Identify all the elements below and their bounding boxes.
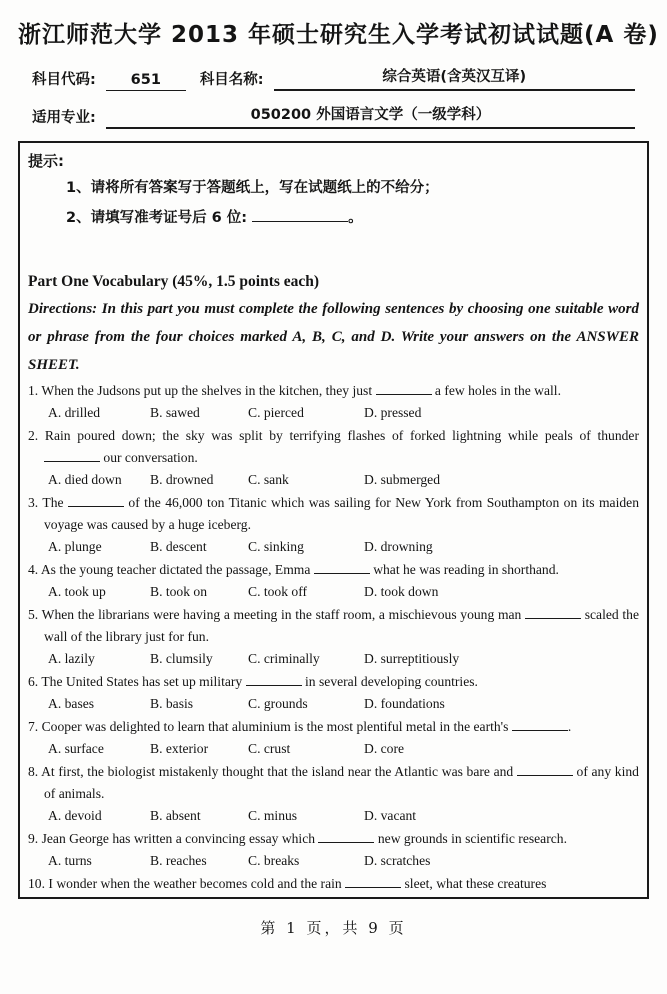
question-number: 5. (28, 607, 39, 622)
option-d: D. foundations (364, 696, 445, 711)
option-d: D. scratches (364, 853, 431, 868)
major-label: 适用专业: (32, 110, 96, 126)
option-d: D. surreptitiously (364, 651, 460, 666)
option-a: A. devoid (48, 808, 102, 823)
question-number: 10. (28, 876, 45, 891)
question-4 (28, 559, 639, 603)
option-b: B. absent (150, 808, 201, 823)
subject-code-value: 651 (106, 72, 186, 91)
major-value: 050200 外国语言文学（一级学科） (106, 103, 635, 129)
question-post: new grounds in scientific research. (377, 831, 567, 846)
question-7 (28, 716, 639, 760)
question-post: in several developing countries. (305, 674, 478, 689)
option-b: B. took on (150, 584, 208, 599)
directions-period: . (75, 357, 80, 373)
option-a: A. surface (48, 741, 104, 756)
option-c: C. sank (248, 472, 289, 487)
question-pre: I wonder when the weather becomes cold and the rain (48, 876, 342, 891)
question-post: scaled the wall of the library just for fun. (44, 607, 639, 644)
admission-number-blank (252, 208, 348, 222)
option-c: C. grounds (248, 696, 308, 711)
subject-row (32, 65, 635, 91)
question-2-options (48, 469, 639, 491)
answer-blank (517, 762, 573, 776)
question-7-options (48, 738, 639, 760)
question-9-text (28, 828, 639, 850)
option-b: B. descent (150, 539, 207, 554)
subject-code-label: 科目代码: (32, 72, 96, 88)
question-5-options (48, 648, 639, 670)
spacer (28, 233, 639, 267)
answer-blank (68, 493, 124, 507)
question-8-text (28, 761, 639, 805)
option-a: A. turns (48, 853, 92, 868)
directions-label: Directions: (28, 301, 98, 317)
question-pre: The United States has set up military (41, 674, 243, 689)
option-b: B. drowned (150, 472, 214, 487)
option-d: D. submerged (364, 472, 441, 487)
notice-item-2-text: 2、请填写准考证号后 6 位: (66, 210, 248, 226)
notice-item-2 (66, 203, 639, 233)
question-pre: When the Judsons put up the shelves in the kitchen, they just (41, 383, 373, 398)
directions-text: In this part you must complete the following sentences by choosing one suitable word or phrase from the four choices marked A, B, C, and D. Write your answers on the (28, 301, 640, 345)
question-post: our conversation. (103, 450, 198, 465)
question-4-options (48, 581, 639, 603)
question-pre: The (42, 495, 64, 510)
question-4-text (28, 559, 639, 581)
question-number: 7. (28, 719, 39, 734)
question-3 (28, 492, 639, 558)
answer-blank (246, 672, 302, 686)
notice-label: 提示: (28, 152, 64, 170)
question-1-options (48, 402, 639, 424)
question-5 (28, 604, 639, 670)
option-d: D. core (364, 741, 405, 756)
question-2-text (28, 425, 639, 469)
option-c: C. pierced (248, 405, 304, 420)
option-a: A. took up (48, 584, 106, 599)
question-10-text (28, 873, 639, 895)
part-one-directions (28, 295, 639, 379)
notice-item-1: 1、请将所有答案写于答题纸上，写在试题纸上的不给分； (66, 180, 439, 196)
option-c: C. breaks (248, 853, 300, 868)
option-c: C. criminally (248, 651, 320, 666)
option-a: A. bases (48, 696, 95, 711)
option-c: C. minus (248, 808, 298, 823)
question-6-text (28, 671, 639, 693)
question-6 (28, 671, 639, 715)
question-8 (28, 761, 639, 827)
option-c: C. sinking (248, 539, 304, 554)
question-8-options (48, 805, 639, 827)
question-pre: Jean George has written a convincing essay which (41, 831, 316, 846)
question-post: a few holes in the wall. (434, 383, 561, 398)
option-d: D. took down (364, 584, 439, 599)
notice-item-2-suffix: 。 (348, 210, 363, 226)
subject-name-label: 科目名称: (199, 72, 264, 88)
question-9 (28, 828, 639, 872)
answer-blank (525, 605, 581, 619)
question-number: 4. (28, 562, 39, 577)
question-number: 1. (28, 383, 39, 398)
option-a: A. drilled (48, 405, 101, 420)
question-7-text (28, 716, 639, 738)
answer-blank (318, 829, 374, 843)
option-c: C. took off (248, 584, 308, 599)
answer-blank (314, 560, 370, 574)
option-d: D. pressed (364, 405, 422, 420)
major-row (32, 103, 635, 129)
option-c: C. crust (248, 741, 291, 756)
question-2 (28, 425, 639, 491)
option-b: B. exterior (150, 741, 209, 756)
question-number: 3. (28, 495, 39, 510)
answer-blank (376, 381, 432, 395)
option-a: A. lazily (48, 651, 95, 666)
question-5-text (28, 604, 639, 648)
page-title: 浙江师范大学 2013 年硕士研究生入学考试初试试题(A 卷) (18, 22, 659, 48)
question-number: 9. (28, 831, 39, 846)
question-post: what he was reading in shorthand. (373, 562, 559, 577)
question-pre: As the young teacher dictated the passage, Emma (40, 562, 311, 577)
question-pre: Rain poured down; the sky was split by terrifying flashes of forked lightning while peals of thunder (44, 428, 639, 443)
part-one-title: Part One Vocabulary (45%, 1.5 points each) (28, 273, 320, 290)
question-post: sleet, what these creatures (404, 876, 547, 891)
question-10 (28, 873, 639, 895)
question-1 (28, 380, 639, 424)
question-post: . (567, 719, 572, 734)
content-box (18, 141, 649, 899)
subject-name-value: 综合英语(含英汉互译) (274, 65, 635, 91)
option-a: A. died down (48, 472, 122, 487)
question-3-text (28, 492, 639, 536)
question-pre: Cooper was delighted to learn that aluminium is the most plentiful metal in the earth's (41, 719, 509, 734)
answer-sheet-text: ANSWER SHEET (28, 329, 639, 373)
option-b: B. basis (150, 696, 194, 711)
question-3-options (48, 536, 639, 558)
question-number: 6. (28, 674, 39, 689)
option-d: D. vacant (364, 808, 417, 823)
answer-blank (44, 448, 100, 462)
question-6-options (48, 693, 639, 715)
page-footer: 第 1 页，共 9 页 (260, 919, 407, 937)
option-d: D. drowning (364, 539, 433, 554)
option-b: B. clumsily (150, 651, 213, 666)
option-b: B. reaches (150, 853, 207, 868)
option-b: B. sawed (150, 405, 200, 420)
question-number: 8. (28, 764, 39, 779)
question-1-text (28, 380, 639, 402)
question-post: of the 46,000 ton Titanic which was sailing for New York from Southampton on its maiden voyage was caused by a huge iceberg. (44, 495, 639, 532)
answer-blank (345, 874, 401, 888)
option-a: A. plunge (48, 539, 102, 554)
question-pre: At first, the biologist mistakenly thought that the island near the Atlantic was bare and (41, 764, 514, 779)
question-number: 2. (28, 428, 39, 443)
question-pre: When the librarians were having a meeting in the staff room, a mischievous young man (41, 607, 522, 622)
question-post: of any kind of animals. (44, 764, 639, 801)
answer-blank (512, 717, 568, 731)
question-9-options (48, 850, 639, 872)
